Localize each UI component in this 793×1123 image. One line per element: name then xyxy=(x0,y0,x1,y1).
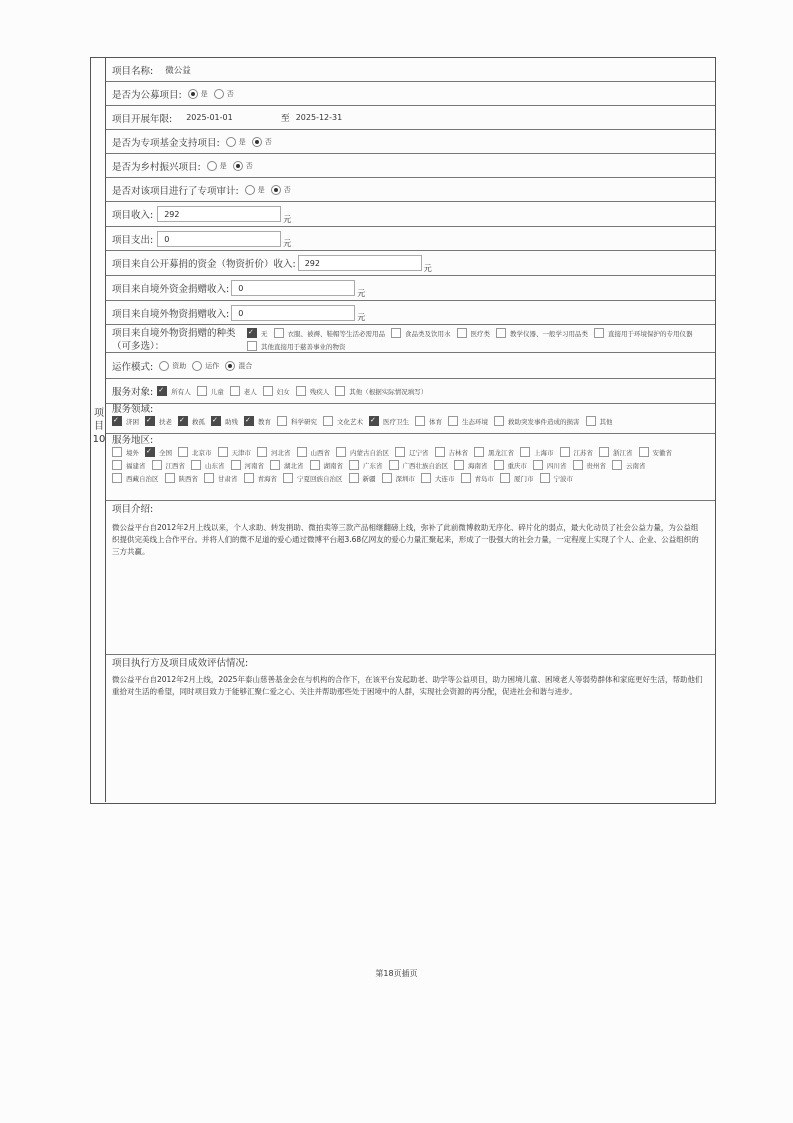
checkbox-icon xyxy=(112,473,122,483)
row-targets xyxy=(106,379,715,404)
checkbox-icon xyxy=(270,460,280,470)
target-option[interactable]: 老人 xyxy=(230,386,257,396)
period-sep: 至 xyxy=(280,114,290,124)
public-fundraising-label: 是否为公募项目: xyxy=(112,89,182,101)
rural-label: 是否为乡村振兴项目: xyxy=(112,161,201,173)
fields-options xyxy=(112,416,715,426)
checkbox-icon xyxy=(391,328,401,338)
audit-label: 是否对该项目进行了专项审计: xyxy=(112,185,239,197)
checkbox-icon xyxy=(152,460,162,470)
region-option[interactable]: 福建省 xyxy=(112,460,146,470)
region-option[interactable]: 广西壮族自治区 xyxy=(389,460,449,470)
checkbox-icon xyxy=(157,386,167,396)
field-option[interactable]: 文化艺术 xyxy=(323,416,363,426)
audit-no[interactable]: 否 xyxy=(271,185,291,195)
field-option[interactable]: ✓ 济困 xyxy=(112,416,139,426)
region-option[interactable]: 甘肃省 xyxy=(204,473,238,483)
goods-type-option[interactable]: 食品类及饮用水 xyxy=(391,328,451,338)
checkbox-icon xyxy=(494,460,504,470)
region-option[interactable]: ✓ 全国 xyxy=(145,447,172,457)
region-option[interactable]: 天津市 xyxy=(218,447,252,457)
checkbox-icon xyxy=(247,341,257,351)
checkbox-icon xyxy=(211,416,221,426)
region-option[interactable]: 宁夏回族自治区 xyxy=(283,473,343,483)
project-name-value: 微公益 xyxy=(165,65,191,76)
radio-icon xyxy=(252,137,262,147)
foreign-goods-unit: 元 xyxy=(357,313,366,322)
region-option[interactable]: 内蒙古自治区 xyxy=(336,447,389,457)
goods-type-option[interactable]: ✓ 无 xyxy=(247,328,268,338)
checkbox-icon xyxy=(457,328,467,338)
goods-type-option[interactable]: 医疗类 xyxy=(457,328,491,338)
region-option[interactable]: 云南省 xyxy=(612,460,646,470)
rural-no[interactable]: 否 xyxy=(233,161,253,171)
checkbox-icon xyxy=(297,447,307,457)
row-public-fundraising xyxy=(106,82,715,106)
row-goods-type xyxy=(106,325,715,353)
checkbox-icon xyxy=(257,447,267,457)
field-option[interactable]: 生态环境 xyxy=(448,416,488,426)
foreign-fund-input[interactable]: 0 xyxy=(231,280,355,296)
checkbox-icon xyxy=(178,447,188,457)
audit-yes[interactable]: 是 xyxy=(245,185,265,195)
goods-type-option[interactable]: 其他直接用于慈善事业的物资 xyxy=(247,341,346,351)
checkbox-icon xyxy=(586,416,596,426)
radio-icon xyxy=(233,161,243,171)
row-fields xyxy=(106,404,715,434)
special-fund-no[interactable]: 否 xyxy=(252,137,272,147)
checkbox-icon xyxy=(310,460,320,470)
period-start: 2025-01-01 xyxy=(186,113,233,122)
region-option[interactable]: 安徽省 xyxy=(639,447,673,457)
target-option[interactable]: ✓ 所有人 xyxy=(157,386,191,396)
target-option[interactable]: 妇女 xyxy=(263,386,290,396)
field-option[interactable]: 救助突发事件造成的损害 xyxy=(494,416,580,426)
side-label: 项目10 xyxy=(92,408,106,445)
public-fundraising-yes[interactable]: 是 xyxy=(188,89,208,99)
public-raised-unit: 元 xyxy=(423,263,432,273)
row-income xyxy=(106,202,715,227)
project-name-label: 项目名称: xyxy=(112,65,154,77)
checkbox-icon xyxy=(389,460,399,470)
expense-input[interactable]: 0 xyxy=(157,231,281,247)
checkbox-icon xyxy=(145,416,155,426)
checkbox-icon xyxy=(191,460,201,470)
checkbox-icon xyxy=(349,473,359,483)
checkbox-icon xyxy=(112,447,122,457)
checkbox-icon xyxy=(496,328,506,338)
radio-icon xyxy=(188,89,198,99)
checkbox-icon xyxy=(612,460,622,470)
row-execution xyxy=(106,655,715,802)
checkbox-icon xyxy=(274,328,284,338)
expense-unit: 元 xyxy=(283,239,292,248)
radio-icon xyxy=(207,161,217,171)
checkbox-icon xyxy=(540,473,550,483)
period-end: 2025-12-31 xyxy=(295,113,343,122)
mode-option[interactable]: 资助 xyxy=(159,361,186,371)
region-option[interactable]: 深圳市 xyxy=(382,473,416,483)
goods-type-option[interactable]: 衣服、被褥、鞋帽等生活必需用品 xyxy=(274,328,386,338)
field-option[interactable]: ✓ 教育 xyxy=(244,416,271,426)
goods-type-option[interactable]: 直接用于环境保护的专用仪器 xyxy=(594,328,693,338)
field-option[interactable]: ✓ 扶老 xyxy=(145,416,172,426)
row-expense xyxy=(106,227,715,251)
income-unit: 元 xyxy=(283,214,292,224)
region-option[interactable]: 江苏省 xyxy=(560,447,594,457)
foreign-fund-unit: 元 xyxy=(357,288,366,298)
field-option[interactable]: 科学研究 xyxy=(277,416,317,426)
row-foreign-goods xyxy=(106,301,715,325)
checkbox-icon xyxy=(247,328,257,338)
checkbox-icon xyxy=(421,473,431,483)
region-option[interactable]: 海南省 xyxy=(454,460,488,470)
checkbox-icon xyxy=(448,416,458,426)
mode-option[interactable]: 运作 xyxy=(192,361,219,371)
target-option[interactable]: 其他（根据实际情况填写） xyxy=(335,386,427,396)
checkbox-icon xyxy=(474,447,484,457)
field-option[interactable]: ✓ 助残 xyxy=(211,416,238,426)
checkbox-icon xyxy=(263,386,273,396)
checkbox-icon xyxy=(500,473,510,483)
region-option[interactable]: 湖南省 xyxy=(310,460,344,470)
checkbox-icon xyxy=(461,473,471,483)
field-option[interactable]: ✓ 救孤 xyxy=(178,416,205,426)
checkbox-icon xyxy=(145,447,155,457)
checkbox-icon xyxy=(296,386,306,396)
checkbox-icon xyxy=(573,460,583,470)
expense-label: 项目支出: xyxy=(112,234,154,246)
region-option[interactable]: 陕西省 xyxy=(165,473,199,483)
goods-type-options xyxy=(247,328,712,351)
region-option[interactable]: 境外 xyxy=(112,447,139,457)
checkbox-icon xyxy=(599,447,609,457)
region-option[interactable]: 青海省 xyxy=(244,473,278,483)
checkbox-icon xyxy=(395,447,405,457)
mode-option[interactable]: 混合 xyxy=(225,361,252,371)
checkbox-icon xyxy=(415,416,425,426)
foreign-goods-input[interactable]: 0 xyxy=(231,305,355,321)
region-option[interactable]: 新疆 xyxy=(349,473,376,483)
checkbox-icon xyxy=(230,386,240,396)
region-option[interactable]: 西藏自治区 xyxy=(112,473,159,483)
region-option[interactable]: 湖北省 xyxy=(270,460,304,470)
region-option[interactable]: 河南省 xyxy=(231,460,265,470)
region-option[interactable]: 河北省 xyxy=(257,447,291,457)
checkbox-icon xyxy=(336,447,346,457)
checkbox-icon xyxy=(560,447,570,457)
row-regions xyxy=(106,434,715,501)
intro-text: 微公益平台自2012年2月上线以来，个人求助、转发捐助、微拍卖等三款产品相继翻磅上线，弥补了此前微博救助无序化、碎片化的弱点，最大化动员了社会公益力量，为公益组织提供完美线上合作平台。并将人们的微不足道的爱心通过微博平台超3.68亿网友的爱心力量汇聚起来，形成了一股强大的社会力量，一定程度上实现了个人、企业、公益组织的三方共赢。 xyxy=(112,523,699,556)
checkbox-icon xyxy=(112,460,122,470)
row-period xyxy=(106,106,715,130)
rural-yes[interactable]: 是 xyxy=(207,161,227,171)
regions-label: 服务地区: xyxy=(112,435,154,446)
special-fund-yes[interactable]: 是 xyxy=(226,137,246,147)
execution-label: 项目执行方及项目成效评估情况: xyxy=(112,658,249,669)
checkbox-icon xyxy=(520,447,530,457)
foreign-goods-label: 项目来自境外物资捐赠收入: xyxy=(112,308,230,320)
fields-label: 服务领域: xyxy=(112,404,154,415)
radio-icon xyxy=(271,185,281,195)
region-option[interactable]: 北京市 xyxy=(178,447,212,457)
target-option[interactable]: 残疾人 xyxy=(296,386,330,396)
row-project-name xyxy=(106,58,715,82)
checkbox-icon xyxy=(494,416,504,426)
radio-icon xyxy=(245,185,255,195)
intro-label: 项目介绍: xyxy=(112,504,154,515)
checkbox-icon xyxy=(197,386,207,396)
region-option[interactable]: 宁波市 xyxy=(540,473,574,483)
region-option[interactable]: 广东省 xyxy=(349,460,383,470)
region-option[interactable]: 江西省 xyxy=(152,460,186,470)
income-label: 项目收入: xyxy=(112,210,154,221)
period-label: 项目开展年限: xyxy=(112,113,173,125)
radio-icon xyxy=(214,89,224,99)
checkbox-icon xyxy=(435,447,445,457)
region-option[interactable]: 辽宁省 xyxy=(395,447,429,457)
checkbox-icon xyxy=(244,473,254,483)
public-raised-input[interactable]: 292 xyxy=(298,255,422,271)
checkbox-icon xyxy=(323,416,333,426)
checkbox-icon xyxy=(178,416,188,426)
row-rural xyxy=(106,154,715,178)
row-special-fund xyxy=(106,130,715,154)
row-mode xyxy=(106,353,715,379)
checkbox-icon xyxy=(369,416,379,426)
region-option[interactable]: 吉林省 xyxy=(435,447,469,457)
row-foreign-fund xyxy=(106,276,715,301)
execution-text: 微公益平台自2012年2月上线，2025年泰山慈善基金会在与机构的合作下，在该平台发起助老、助学等公益项目，助力困境儿童、困境老人等弱势群体和家庭更好生活，帮助他们重拾对生活的希望，同时项目致力于能够汇聚仁爱之心、关注并帮助那些处于困境中的人群，实现社会资源的再分配，促进社会和谐与进步。 xyxy=(112,675,703,696)
region-option[interactable]: 浙江省 xyxy=(599,447,633,457)
special-fund-label: 是否为专项基金支持项目: xyxy=(112,137,220,149)
row-audit xyxy=(106,178,715,202)
region-option[interactable]: 山西省 xyxy=(297,447,331,457)
region-option[interactable]: 重庆市 xyxy=(494,460,528,470)
radio-icon xyxy=(226,137,236,147)
mode-label: 运作模式: xyxy=(112,361,154,373)
checkbox-icon xyxy=(382,473,392,483)
checkbox-icon xyxy=(231,460,241,470)
region-option[interactable]: 上海市 xyxy=(520,447,554,457)
goods-type-label: 项目来自境外物资捐赠的种类 xyxy=(112,328,236,339)
checkbox-icon xyxy=(244,416,254,426)
region-option[interactable]: 黑龙江省 xyxy=(474,447,514,457)
radio-icon xyxy=(192,361,202,371)
checkbox-icon xyxy=(204,473,214,483)
row-intro xyxy=(106,501,715,655)
regions-options xyxy=(112,447,702,483)
checkbox-icon xyxy=(218,447,228,457)
region-option[interactable]: 青岛市 xyxy=(461,473,495,483)
checkbox-icon xyxy=(112,416,122,426)
checkbox-icon xyxy=(533,460,543,470)
field-option[interactable]: 体育 xyxy=(415,416,442,426)
checkbox-icon xyxy=(335,386,345,396)
region-option[interactable]: 厦门市 xyxy=(500,473,534,483)
goods-type-option[interactable]: 教学仪器、一般学习用品类 xyxy=(496,328,588,338)
field-option[interactable]: ✓ 医疗卫生 xyxy=(369,416,409,426)
foreign-fund-label: 项目来自境外资金捐赠收入: xyxy=(112,284,230,295)
public-fundraising-no[interactable]: 否 xyxy=(214,89,234,99)
public-raised-label: 项目来自公开募捐的资金（物资折价）收入: xyxy=(112,259,296,270)
region-option[interactable]: 大连市 xyxy=(421,473,455,483)
page-footer: 第18页插页 xyxy=(375,969,418,978)
checkbox-icon xyxy=(277,416,287,426)
checkbox-icon xyxy=(283,473,293,483)
radio-icon xyxy=(225,361,235,371)
radio-icon xyxy=(159,361,169,371)
target-option[interactable]: 儿童 xyxy=(197,386,224,396)
row-public-raised xyxy=(106,251,715,276)
region-option[interactable]: 贵州省 xyxy=(573,460,607,470)
checkbox-icon xyxy=(639,447,649,457)
region-option[interactable]: 山东省 xyxy=(191,460,225,470)
checkbox-icon xyxy=(165,473,175,483)
targets-label: 服务对象: xyxy=(112,387,154,398)
region-option[interactable]: 四川省 xyxy=(533,460,567,470)
checkbox-icon xyxy=(349,460,359,470)
checkbox-icon xyxy=(594,328,604,338)
income-input[interactable]: 292 xyxy=(157,206,281,222)
checkbox-icon xyxy=(454,460,464,470)
goods-type-label-2: （可多选）： xyxy=(112,341,165,352)
field-option[interactable]: 其他 xyxy=(586,416,613,426)
